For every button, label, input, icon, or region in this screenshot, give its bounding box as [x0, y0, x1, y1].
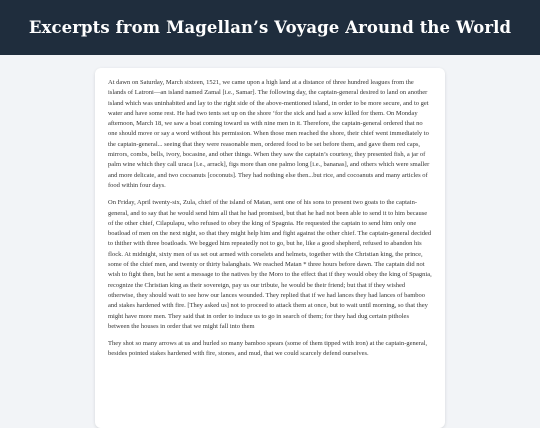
article-paragraph: On Friday, April twenty-six, Zula, chief of the island of Matan, sent one of his sons to present two goats to the captain-general, and to say that he would send him all that he had promised, but that he had not been able to send it to him because of the other chief, Cilapulapu, who refused to obey the king of Spagnia. He requested the captain to send him only one boatload of men on the next night, so that they might help him and fight against the other chief. The captain-general decided to thither with three boatloads. We begged him repeatedly not to go, but he, like a good shepherd, refused to abandon his flock. At midnight, sixty men of us set out armed with corselets and helmets, together with the Christian king, the prince, some of the chief men, and twenty or thirty balanghais. We reached Matan * three hours before dawn. The captain did not wish to fight then, but he sent a message to the natives by the Moro to the effect that if they would obey the king of Spagnia, recognize the Christian king as their sovereign, pay us our tribute, he would be their friend; but that if they wished otherwise, they should wait to see how our lances wounded. They replied that if we had lances they had lances of bamboo and stakes hardened with fire. [They asked us] not to proceed to attack them at once, but to wait until morning, so that they might have more men. They said that in order to induce us to go in search of them; for they had dug certain pitholes between the houses in order that we might fall into them	[108, 199, 432, 330]
page-header	[0, 0, 540, 55]
article-paragraph: At dawn on Saturday, March sixteen, 1521, we came upon a high land at a distance of three hundred leagues from the islands of Latroni—an island named Zamal [i.e., Samar]. The following day, the captain-general desired to land on another island which was uninhabited and lay to the right side of the above-mentioned island, in order to be more secure, and to get water and have some rest. He had two tents set up on the shore ‘for the sick and had a sow killed for them. On Monday afternoon, March 18, we saw a boat coming toward us with nine men in it. Therefore, the captain-general ordered that no one should move or say a word without his permission. When those men reached the shore, their chief went immediately to the captain-general... seeing that they were reasonable men, ordered food to be set before them, and gave them red caps, mirrors, combs, bells, ivory, bocasine, and other things. When they saw the captain’s courtesy, they presented fish, a jar of palm wine which they call uraca [i.e., arrack], figs more than one palmo long [i.e., bananas], and others which were smaller and more delicate, and two cocoanuts [coconuts]. They had nothing else then...but rice, and cocoanuts and many articles of food within four days.	[108, 79, 430, 189]
article-paragraph: They shot so many arrows at us and hurled so many bamboo spears (some of them tipped with iron) at the captain-general, besides pointed stakes hardened with fire, stones, and mud, that we could scarcely defend ourselves.	[108, 340, 428, 358]
page-title: Excerpts from Magellan’s Voyage Around the World	[28, 18, 512, 37]
article-card	[95, 68, 445, 428]
